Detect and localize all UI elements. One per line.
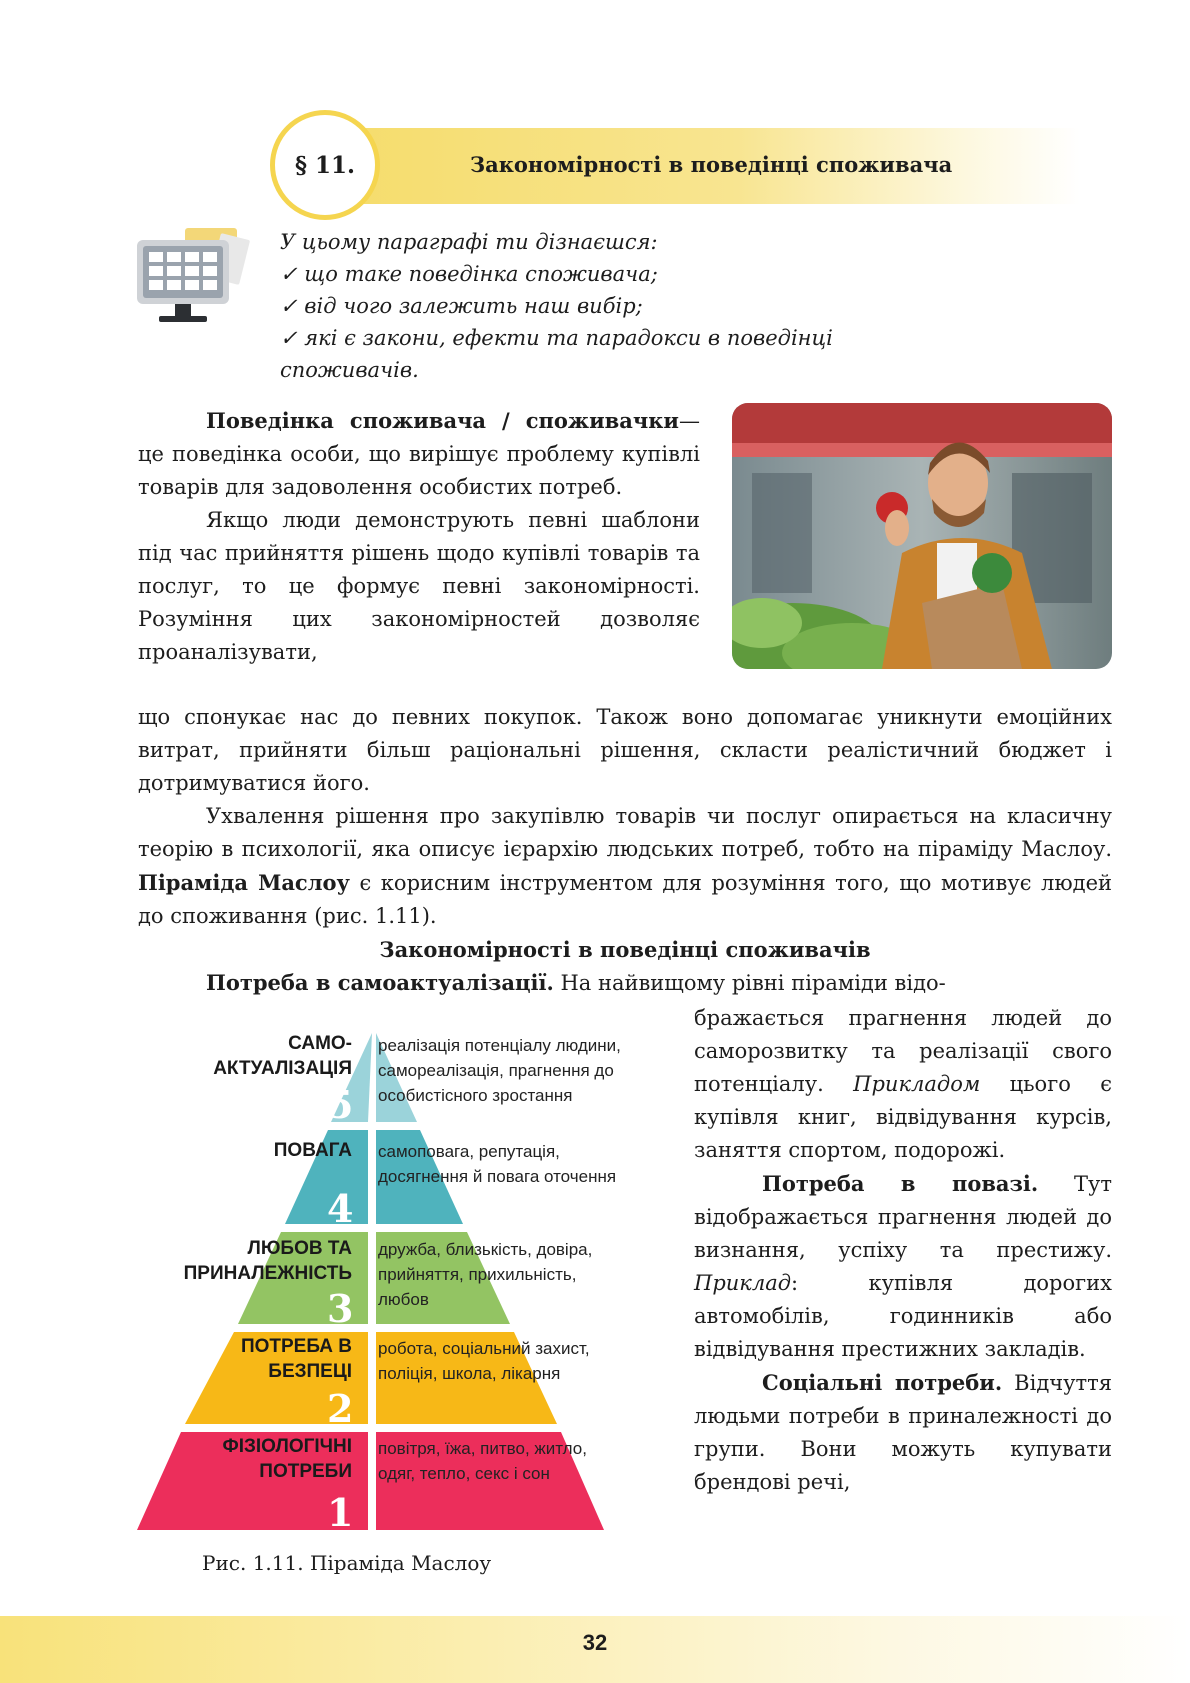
self-actualization-example: цього є купівля книг, відвідування курсів, заняття спортом, подорожі. — [694, 1072, 1112, 1162]
level-number: 1 — [327, 1490, 354, 1535]
label-line: ФІЗІОЛОГІЧНІ — [222, 1436, 352, 1457]
maslow-intro-a: Ухвалення рішення про закупівлю товарів чи послуг опирається на класичну теорію в психології, яка описує ієрархію людських потреб, тобто на піраміду Маслоу. — [138, 804, 1112, 861]
level-desc-self-actualization — [378, 1033, 621, 1108]
level-number: 3 — [327, 1286, 354, 1331]
subheading: Закономірності в поведінці споживачів — [379, 937, 871, 962]
maslow-intro-b: є корисним інструментом для розуміння того, що мотивує людей до споживання (рис. 1.11). — [138, 871, 1112, 928]
intro-item: ✓ які є закони, ефекти та парадокси в поведінці — [280, 326, 833, 350]
desc-line: дружба, близькість, довіра, — [378, 1240, 593, 1259]
respect-example: : купівля дорогих автомобілів, годинників або відвідування престижних закладів. — [694, 1271, 1112, 1361]
level-desc-safety — [378, 1336, 590, 1386]
social-needs-text: Відчуття людьми потреби в приналежності до групи. Вони можуть купувати брендові речі, — [694, 1371, 1112, 1494]
desc-line: особистісного зростання — [378, 1086, 573, 1105]
respect-text: Тут відображається прагнення людей до визнання, успіху та престижу. — [694, 1172, 1112, 1262]
level-number: 2 — [327, 1386, 354, 1431]
level-number: 4 — [327, 1186, 354, 1231]
term-respect: Потреба в повазі. — [762, 1171, 1039, 1196]
label-line: АКТУАЛІЗАЦІЯ — [213, 1058, 352, 1079]
example-label: Прикладом — [853, 1072, 981, 1096]
level-label-love-belonging — [184, 1236, 352, 1286]
label-line: ПРИНАЛЕЖНІСТЬ — [183, 1263, 352, 1284]
label-line: ПОТРЕБА В — [240, 1336, 352, 1357]
paragraph-patterns: Якщо люди демонструють певні шаблони під час прийняття рішень щодо купівлі товарів та послуг, то це формує певні закономірності. Розуміння цих закономірностей дозволяє проаналізувати, — [138, 508, 700, 664]
term-maslow-pyramid: Піраміда Маслоу — [138, 870, 350, 895]
intro-item: ✓ від чого залежить наш вибір; — [280, 294, 643, 318]
term-consumer-behavior: Поведінка споживача / споживачки — [206, 408, 679, 433]
level-number: 5 — [327, 1082, 354, 1127]
section-number: § 11. — [294, 151, 356, 179]
intro-lead: У цьому параграфі ти дізнаєшся: — [280, 230, 658, 254]
level-desc-respect — [378, 1139, 616, 1189]
paragraph-patterns-continued: що спонукає нас до певних покупок. Також воно допомагає уникнути емоційних витрат, прийняти більш раціональні рішення, скласти реалістичний бюджет і дотримуватися його. — [138, 705, 1112, 795]
figure-caption: Рис. 1.11. Піраміда Маслоу — [202, 1551, 492, 1575]
example-label: Приклад — [694, 1271, 792, 1295]
desc-line: одяг, тепло, секс і сон — [378, 1464, 550, 1483]
level-desc-love-belonging — [378, 1237, 592, 1312]
desc-line: самореалізація, прагнення до — [378, 1061, 614, 1080]
label-line: ПОТРЕБИ — [259, 1461, 352, 1482]
intro-item: ✓ що таке поведінка споживача; — [280, 262, 658, 286]
desc-line: досягнення й повага оточення — [378, 1167, 617, 1186]
term-social-needs: Соціальні потреби. — [762, 1370, 1003, 1395]
level-label-respect — [274, 1138, 352, 1163]
label-line: БЕЗПЕЦІ — [268, 1361, 352, 1382]
level-label-self-actualization — [213, 1031, 352, 1081]
self-actualization-text: На найвищому рівні піраміди відо- — [553, 971, 946, 995]
desc-line: робота, соціальний захист, — [378, 1339, 590, 1358]
page-number: 32 — [582, 1630, 608, 1655]
desc-line: прийняття, прихильність, — [378, 1265, 577, 1284]
desc-line: реалізація потенціалу людини, — [378, 1036, 621, 1055]
definition-text: — це поведінка особи, що вирішує проблему купівлі товарів для задоволення особистих потреб. — [138, 409, 700, 499]
self-actualization-rest: бражається прагнення людей до саморозвитку та реалізації свого потенціалу. — [694, 1006, 1112, 1096]
intro-item: споживачів. — [280, 358, 419, 382]
desc-line: поліція, школа, лікарня — [378, 1364, 561, 1383]
desc-line: повітря, їжа, питво, житло, — [378, 1439, 587, 1458]
label-line: ЛЮБОВ ТА — [247, 1238, 352, 1259]
term-self-actualization: Потреба в самоактуалізації. — [206, 970, 554, 995]
level-label-safety — [241, 1334, 352, 1384]
desc-line: самоповага, репутація, — [378, 1142, 560, 1161]
label-line: ПОВАГА — [273, 1140, 352, 1161]
level-desc-physiological — [378, 1436, 587, 1486]
level-label-physiological — [223, 1434, 353, 1484]
section-title: Закономірності в поведінці споживача — [470, 152, 953, 177]
label-line: САМО- — [288, 1033, 352, 1054]
desc-line: любов — [378, 1290, 429, 1309]
